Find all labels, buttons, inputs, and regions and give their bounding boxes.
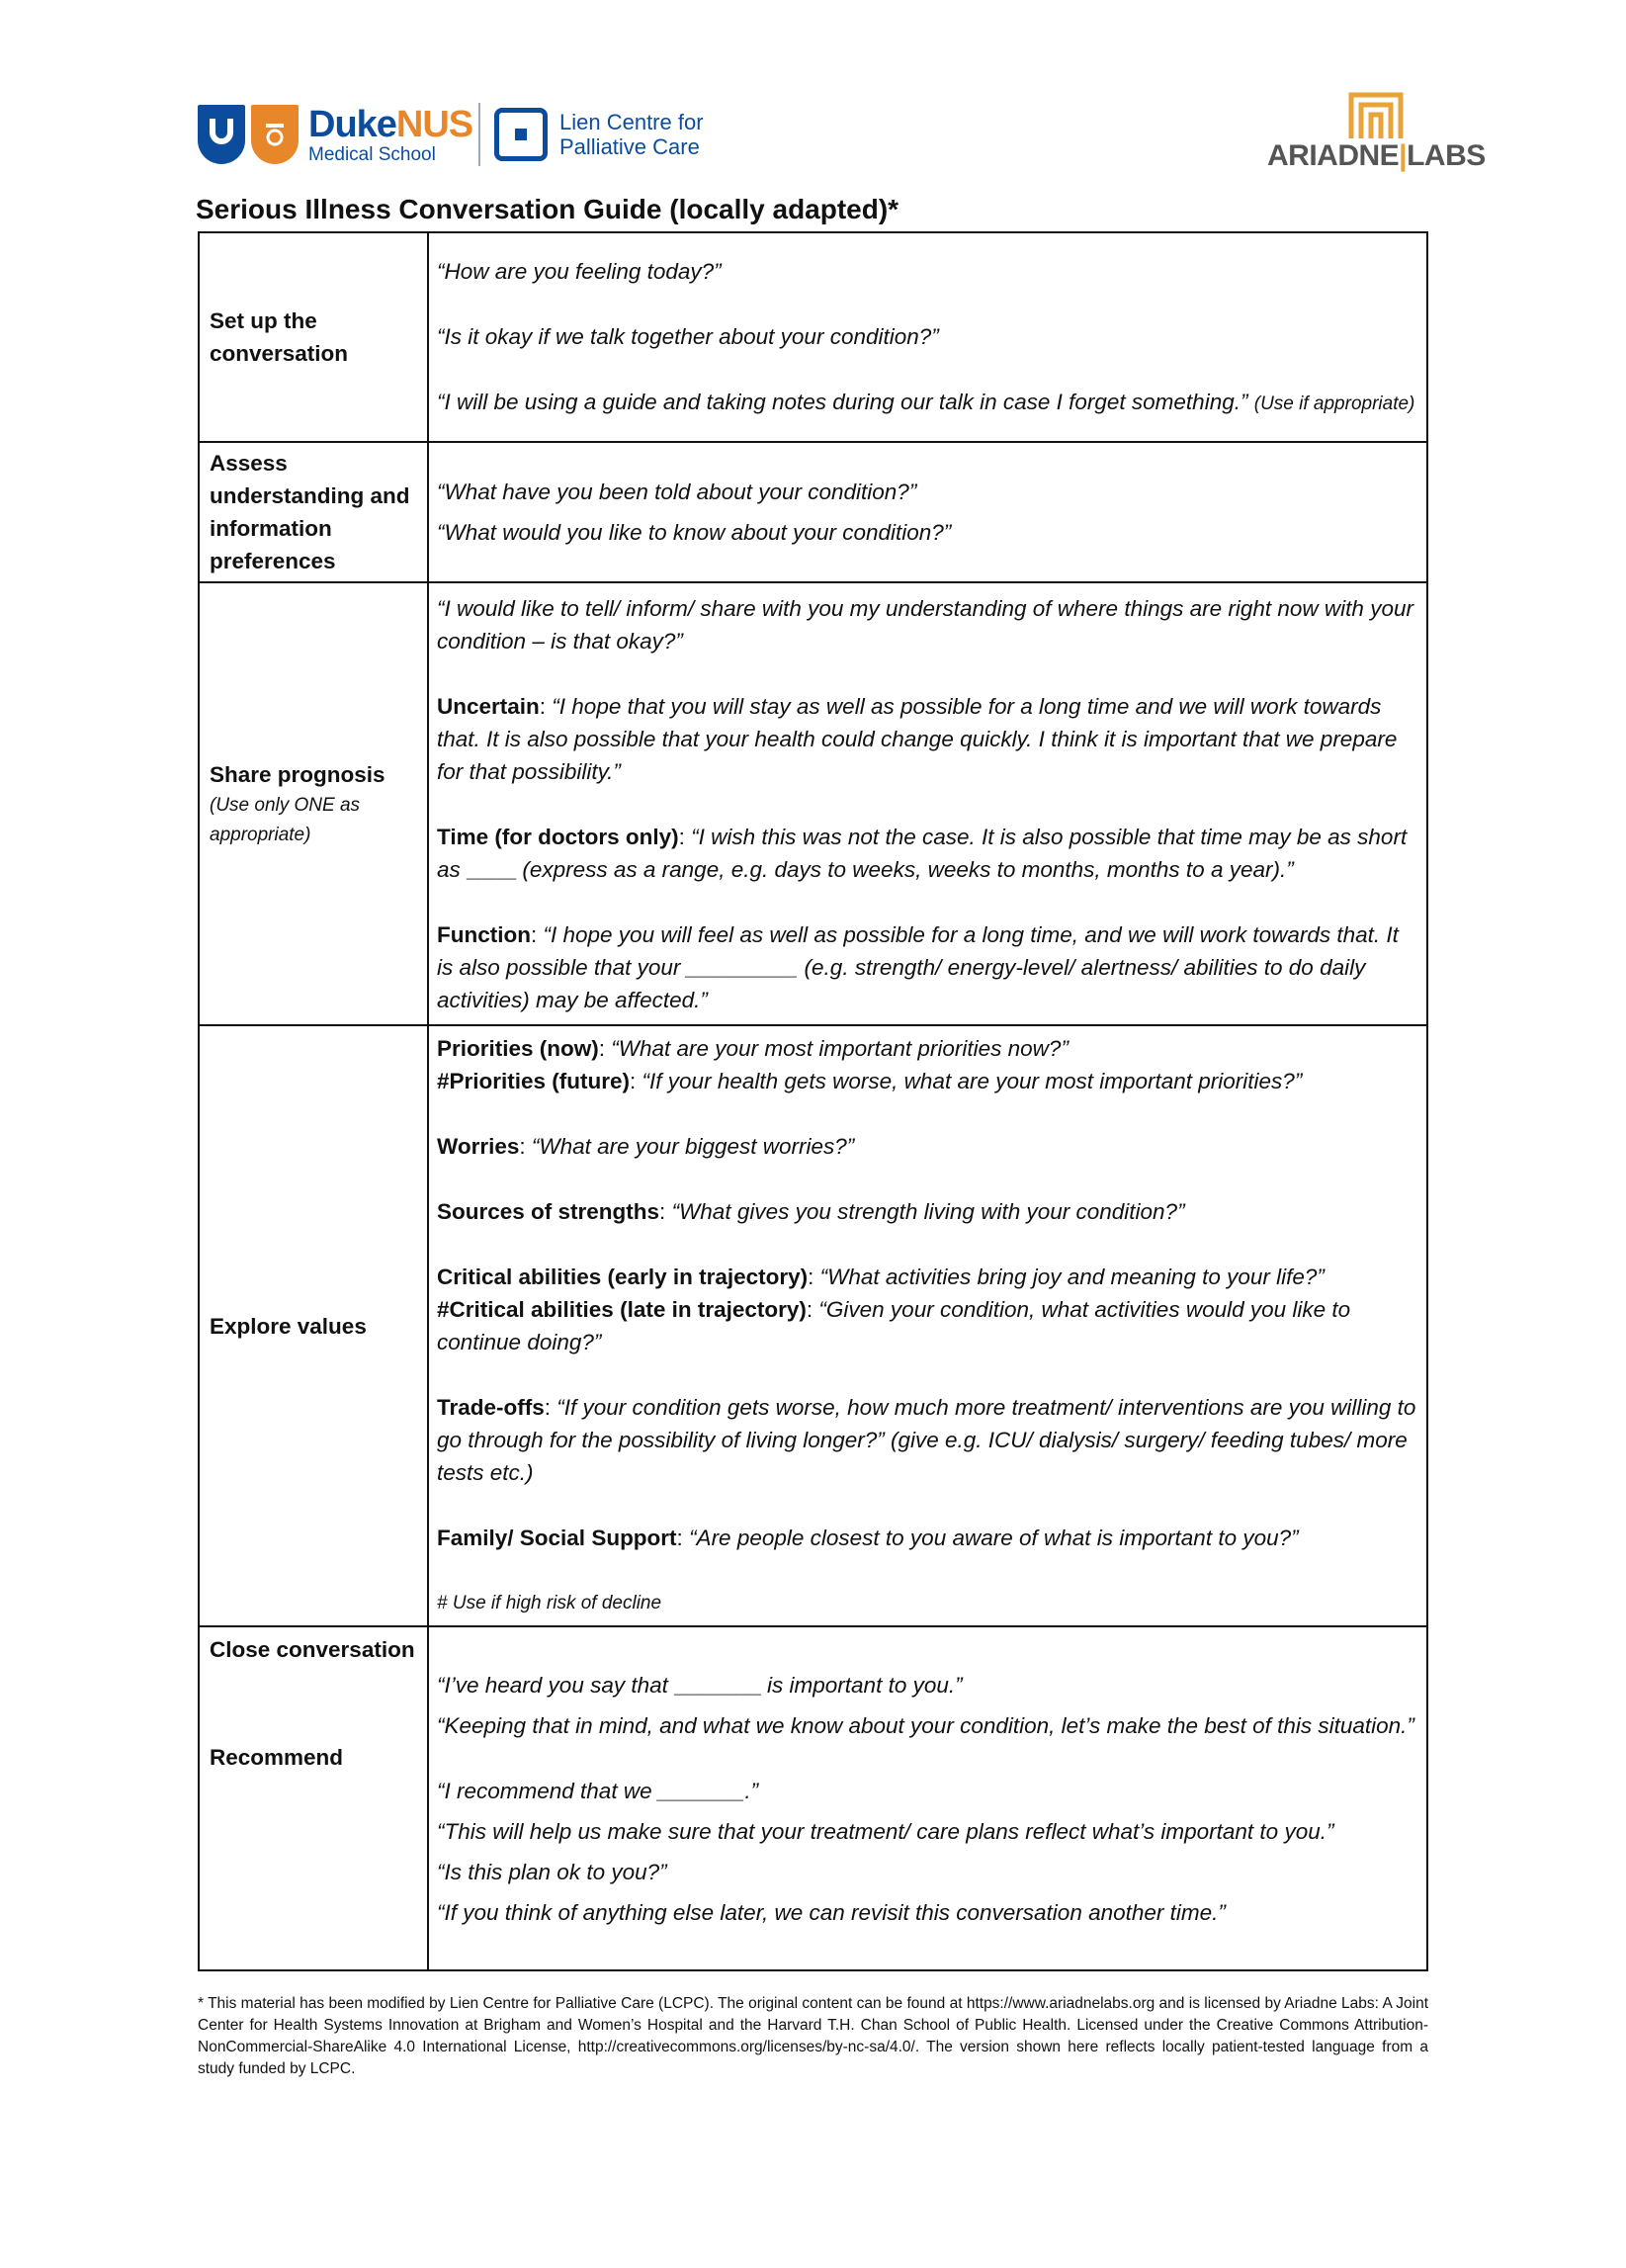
values-critical-late: #Critical abilities (late in trajectory): “Given your condition, what activities would you like to continue doing?” <box>437 1297 1351 1354</box>
duke-logo-subtitle: Medical School <box>308 143 436 165</box>
prognosis-label: Share prognosis <box>210 761 385 787</box>
logo-divider <box>478 103 480 166</box>
prognosis-label-note: (Use only ONE as appropriate) <box>210 794 361 845</box>
question-been-told: “What have you been told about your condition?” <box>437 480 917 504</box>
nus-shield-icon <box>251 105 299 164</box>
close-conversation-label: Close conversation <box>210 1637 415 1662</box>
row-label-prognosis <box>199 582 428 1025</box>
recommend-help-us: “This will help us make sure that your treatment/ care plans reflect what’s important to you.” <box>437 1818 1334 1844</box>
duke-logo-wordmark: DukeNUS <box>308 103 473 145</box>
values-tradeoffs: Trade-offs: “If your condition gets worse, how much more treatment/ interventions are you willing to go through for the possibility of living longer?” (give e.g. ICU/ dialysis/ surgery/ feeding tubes/ more tests etc.) <box>437 1395 1416 1485</box>
prognosis-intro: “I would like to tell/ inform/ share with you my understanding of where things are right now with your condition – is that okay?” <box>437 595 1413 654</box>
license-footnote: * This material has been modified by Lien Centre for Palliative Care (LCPC). The original content can be found at https://www.ariadnelabs.org and is licensed by Ariadne Labs: A Joint Center for Health Systems Innovation at Brigham and Women’s Hospital and the Harvard T.H. Chan School of Public Health. Licensed under the Creative Commons Attribution-NonCommercial-ShareAlike 4.0 International License, http://creativecommons.org/licenses/by-nc-sa/4.0/. The version shown here reflects locally patient-tested language from a study funded by LCPC. <box>198 1995 1428 2077</box>
values-hash-note: # Use if high risk of decline <box>437 1593 662 1614</box>
table-row-assess <box>199 442 1427 582</box>
ariadne-labyrinth-icon <box>1347 91 1405 138</box>
row-label-close <box>199 1626 428 1970</box>
prognosis-time: Time (for doctors only): “I wish this was not the case. It is also possible that time may be as short as ____ (express as a range, e.g. days to weeks, weeks to months, months to a year).” <box>437 824 1408 882</box>
lien-logo-line1: Lien Centre for <box>559 109 704 134</box>
table-row-close <box>199 1626 1427 1970</box>
lien-centre-logo <box>494 103 704 166</box>
duke-shield-icon <box>198 105 245 164</box>
row-content-close <box>428 1626 1427 1970</box>
recommend-label: Recommend <box>210 1745 344 1770</box>
row-content-assess <box>428 442 1427 582</box>
ariadne-logo-wordmark: ARIADNE|LABS <box>1267 139 1486 172</box>
duke-nus-logo <box>198 103 472 166</box>
question-feeling-today: “How are you feeling today?” <box>437 258 722 284</box>
row-content-setup <box>428 232 1427 442</box>
use-if-appropriate-note: (Use if appropriate) <box>1253 393 1415 414</box>
lien-square-icon <box>494 108 548 161</box>
close-keeping-in-mind: “Keeping that in mind, and what we know about your condition, let’s make the best of this situation.” <box>437 1712 1414 1738</box>
close-heard-you-say: “I’ve heard you say that _______ is important to you.” <box>437 1672 963 1698</box>
conversation-guide-table <box>198 231 1428 1971</box>
prognosis-uncertain: Uncertain: “I hope that you will stay as well as possible for a long time and we will work towards that. It is also possible that your health could change quickly. I think it is important that we prepare for that possibility.” <box>437 693 1398 784</box>
values-strengths: Sources of strengths: “What gives you strength living with your condition?” <box>437 1199 1185 1224</box>
lien-logo-line2: Palliative Care <box>559 134 700 159</box>
values-critical-early: Critical abilities (early in trajectory): “What activities bring joy and meaning to your life?” <box>437 1265 1325 1289</box>
row-label-setup: Set up the conversation <box>199 232 428 442</box>
recommend-revisit: “If you think of anything else later, we can revisit this conversation another time.” <box>437 1899 1226 1925</box>
values-family-support: Family/ Social Support: “Are people closest to you aware of what is important to you?” <box>437 1526 1299 1550</box>
row-label-values: Explore values <box>199 1025 428 1626</box>
row-label-assess: Assess understanding and information preferences <box>199 442 428 582</box>
values-worries: Worries: “What are your biggest worries?” <box>437 1134 855 1159</box>
prognosis-function: Function: “I hope you will feel as well as possible for a long time, and we will work towards that. It is also possible that your _________ (e.g. strength/ energy-level/ alertness/ abilities to do daily activities) may be affected.” <box>437 921 1399 1012</box>
document-title: Serious Illness Conversation Guide (locally adapted)* <box>196 194 899 224</box>
recommend-statement: “I recommend that we _______.” <box>437 1778 759 1803</box>
question-talk-together: “Is it okay if we talk together about your condition?” <box>437 323 939 349</box>
row-content-prognosis <box>428 582 1427 1025</box>
values-priorities-now: Priorities (now): “What are your most important priorities now?” <box>437 1036 1069 1061</box>
values-priorities-future: #Priorities (future): “If your health gets worse, what are your most important priorities?” <box>437 1069 1303 1093</box>
table-row-setup <box>199 232 1427 442</box>
recommend-plan-ok: “Is this plan ok to you?” <box>437 1859 667 1884</box>
question-using-guide: “I will be using a guide and taking notes during our talk in case I forget something.” (Use if appropriate) <box>437 389 1415 414</box>
row-content-values <box>428 1025 1427 1626</box>
question-like-to-know: “What would you like to know about your condition?” <box>437 520 952 545</box>
table-row-values <box>199 1025 1427 1626</box>
table-row-prognosis <box>199 582 1427 1025</box>
ariadne-labs-logo <box>1267 91 1486 173</box>
